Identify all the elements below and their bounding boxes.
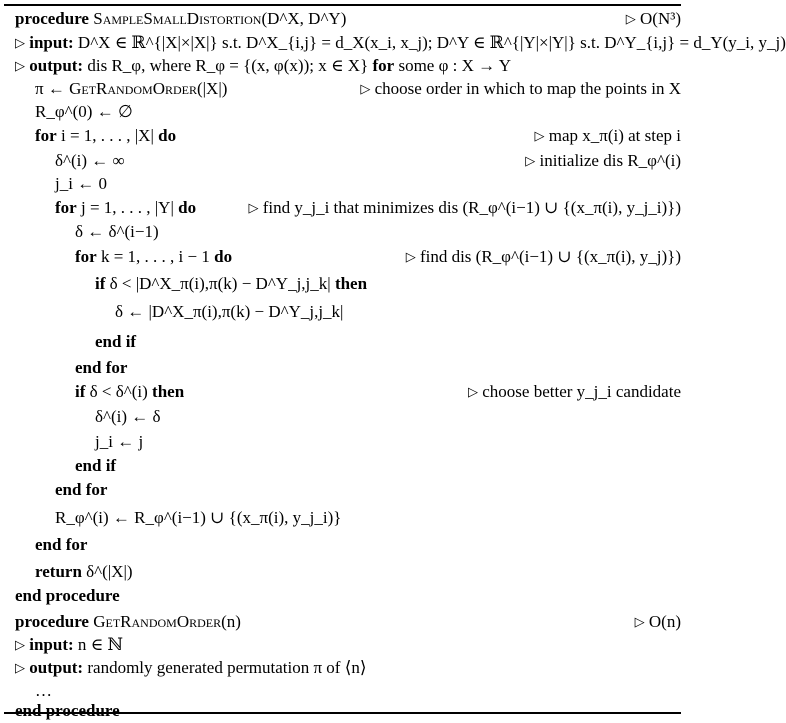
line-text xyxy=(15,699,120,723)
line-text xyxy=(75,454,116,478)
keyword: return xyxy=(35,562,82,581)
keyword: if xyxy=(75,382,86,401)
line-comment: ▷ initialize dis R_φ^(i) xyxy=(525,151,681,170)
algo-line xyxy=(0,380,685,404)
line-text: for j = 1, . . . , |Y| do xyxy=(55,198,197,217)
keyword: end for xyxy=(55,480,108,499)
keyword: for xyxy=(55,198,77,217)
keyword: output: xyxy=(29,658,84,677)
procedure-name: GetRandomOrder xyxy=(93,612,222,631)
line-text xyxy=(75,356,127,380)
comment-triangle-icon: ▷ xyxy=(15,35,25,50)
line-text: δ^(i) ← δ xyxy=(95,407,161,426)
keyword: do xyxy=(158,126,177,145)
keyword: end for xyxy=(75,358,128,377)
algo-line xyxy=(0,633,685,657)
keyword: procedure xyxy=(15,9,89,28)
keyword: then xyxy=(334,274,368,293)
algo-line xyxy=(0,196,685,220)
keyword: if xyxy=(95,274,106,293)
top-rule xyxy=(4,4,681,6)
keyword: end if xyxy=(95,332,137,351)
line-text: δ^(i) ← ∞ xyxy=(55,151,125,170)
line-text: procedure GetRandomOrder(n) xyxy=(15,612,241,631)
line-comment: ▷ choose better y_j_i candidate xyxy=(468,382,681,401)
line-text: δ ← |D^X_π(i),π(k) − D^Y_j,j_k| xyxy=(115,302,344,321)
algo-line xyxy=(0,124,685,148)
keyword: input: xyxy=(29,33,74,52)
line-text: procedure SampleSmallDistortion(D^X, D^Y) xyxy=(15,9,347,28)
comment-triangle-icon: ▷ xyxy=(468,384,479,399)
algo-line xyxy=(0,656,685,680)
keyword: do xyxy=(178,198,197,217)
algo-line xyxy=(0,506,685,530)
line-comment: ▷ choose order in which to map the points in X xyxy=(360,79,681,98)
line-text: j_i ← 0 xyxy=(55,174,107,193)
keyword: output: xyxy=(29,56,84,75)
line-text xyxy=(55,478,107,502)
algo-line xyxy=(0,7,685,31)
line-text: … xyxy=(35,681,52,700)
line-text: if δ < δ^(i) then xyxy=(75,382,185,401)
algo-line xyxy=(0,356,685,380)
keyword: do xyxy=(214,247,233,266)
comment-triangle-icon: ▷ xyxy=(405,249,416,264)
keyword: end for xyxy=(35,535,88,554)
algo-line xyxy=(0,533,685,557)
algo-line xyxy=(0,100,685,124)
comment-triangle-icon: ▷ xyxy=(634,614,645,629)
keyword: end procedure xyxy=(15,701,120,720)
comment-triangle-icon: ▷ xyxy=(248,200,259,215)
algo-line xyxy=(0,454,685,478)
procedure-name: SampleSmallDistortion xyxy=(93,9,262,28)
line-text: π ← GetRandomOrder(|X|) xyxy=(35,79,228,98)
line-text: for k = 1, . . . , i − 1 do xyxy=(75,247,233,266)
algo-line xyxy=(0,584,685,608)
line-text xyxy=(35,533,87,557)
keyword: for xyxy=(75,247,97,266)
line-text: ▷ input: D^X ∈ ℝ^{|X|×|X|} s.t. D^X_{i,j} = d_X(x_i, x_j); D^Y ∈ ℝ^{|Y|×|Y|} s.t. D^Y_{i,j} = d_Y(y_i, y_j) xyxy=(15,33,786,52)
algo-line xyxy=(0,31,786,55)
algo-line xyxy=(0,220,685,244)
algo-line xyxy=(0,54,685,78)
keyword: for xyxy=(372,56,395,75)
comment-triangle-icon: ▷ xyxy=(15,637,25,652)
keyword: then xyxy=(152,382,185,401)
algo-line xyxy=(0,172,685,196)
line-comment: ▷ O(N³) xyxy=(625,9,681,28)
algo-line xyxy=(0,245,685,269)
line-text: ▷ output: dis R_φ, where R_φ = {(x, φ(x)); x ∈ X} for some φ : X → Y xyxy=(15,56,512,75)
line-text: R_φ^(0) ← ∅ xyxy=(35,102,133,121)
algo-line xyxy=(0,405,685,429)
algo-line xyxy=(0,610,685,634)
line-comment: ▷ find dis (R_φ^(i−1) ∪ {(x_π(i), y_j)}) xyxy=(405,247,681,266)
algo-line xyxy=(0,560,685,584)
comment-triangle-icon: ▷ xyxy=(525,153,536,168)
comment-triangle-icon: ▷ xyxy=(534,128,545,143)
comment-triangle-icon: ▷ xyxy=(625,11,636,26)
keyword: end procedure xyxy=(15,586,120,605)
line-text: if δ < |D^X_π(i),π(k) − D^Y_j,j_k| then xyxy=(95,274,368,293)
algo-line xyxy=(0,77,685,101)
algo-line xyxy=(0,430,685,454)
procedure-name: GetRandomOrder xyxy=(69,79,197,98)
line-text: δ ← δ^(i−1) xyxy=(75,222,159,241)
line-text xyxy=(95,330,136,354)
algo-line xyxy=(0,300,685,324)
algo-line xyxy=(0,699,685,723)
line-text: return δ^(|X|) xyxy=(35,562,133,581)
line-text: ▷ output: randomly generated permutation π of ⟨n⟩ xyxy=(15,658,367,677)
keyword: procedure xyxy=(15,612,89,631)
line-text: ▷ input: n ∈ ℕ xyxy=(15,635,124,654)
keyword: end if xyxy=(75,456,117,475)
line-text xyxy=(15,584,120,608)
algo-line xyxy=(0,330,685,354)
comment-triangle-icon: ▷ xyxy=(15,660,25,675)
line-text: j_i ← j xyxy=(95,432,144,451)
algo-line xyxy=(0,272,685,296)
keyword: for xyxy=(35,126,57,145)
line-comment: ▷ find y_j_i that minimizes dis (R_φ^(i−1) ∪ {(x_π(i), y_j_i)}) xyxy=(248,198,681,217)
line-text: R_φ^(i) ← R_φ^(i−1) ∪ {(x_π(i), y_j_i)} xyxy=(55,508,342,527)
algo-line xyxy=(0,478,685,502)
line-text: for i = 1, . . . , |X| do xyxy=(35,126,177,145)
comment-triangle-icon: ▷ xyxy=(360,81,371,96)
comment-triangle-icon: ▷ xyxy=(15,58,25,73)
line-comment: ▷ map x_π(i) at step i xyxy=(534,126,681,145)
keyword: input: xyxy=(29,635,74,654)
algo-line xyxy=(0,149,685,173)
line-comment: ▷ O(n) xyxy=(634,612,681,631)
